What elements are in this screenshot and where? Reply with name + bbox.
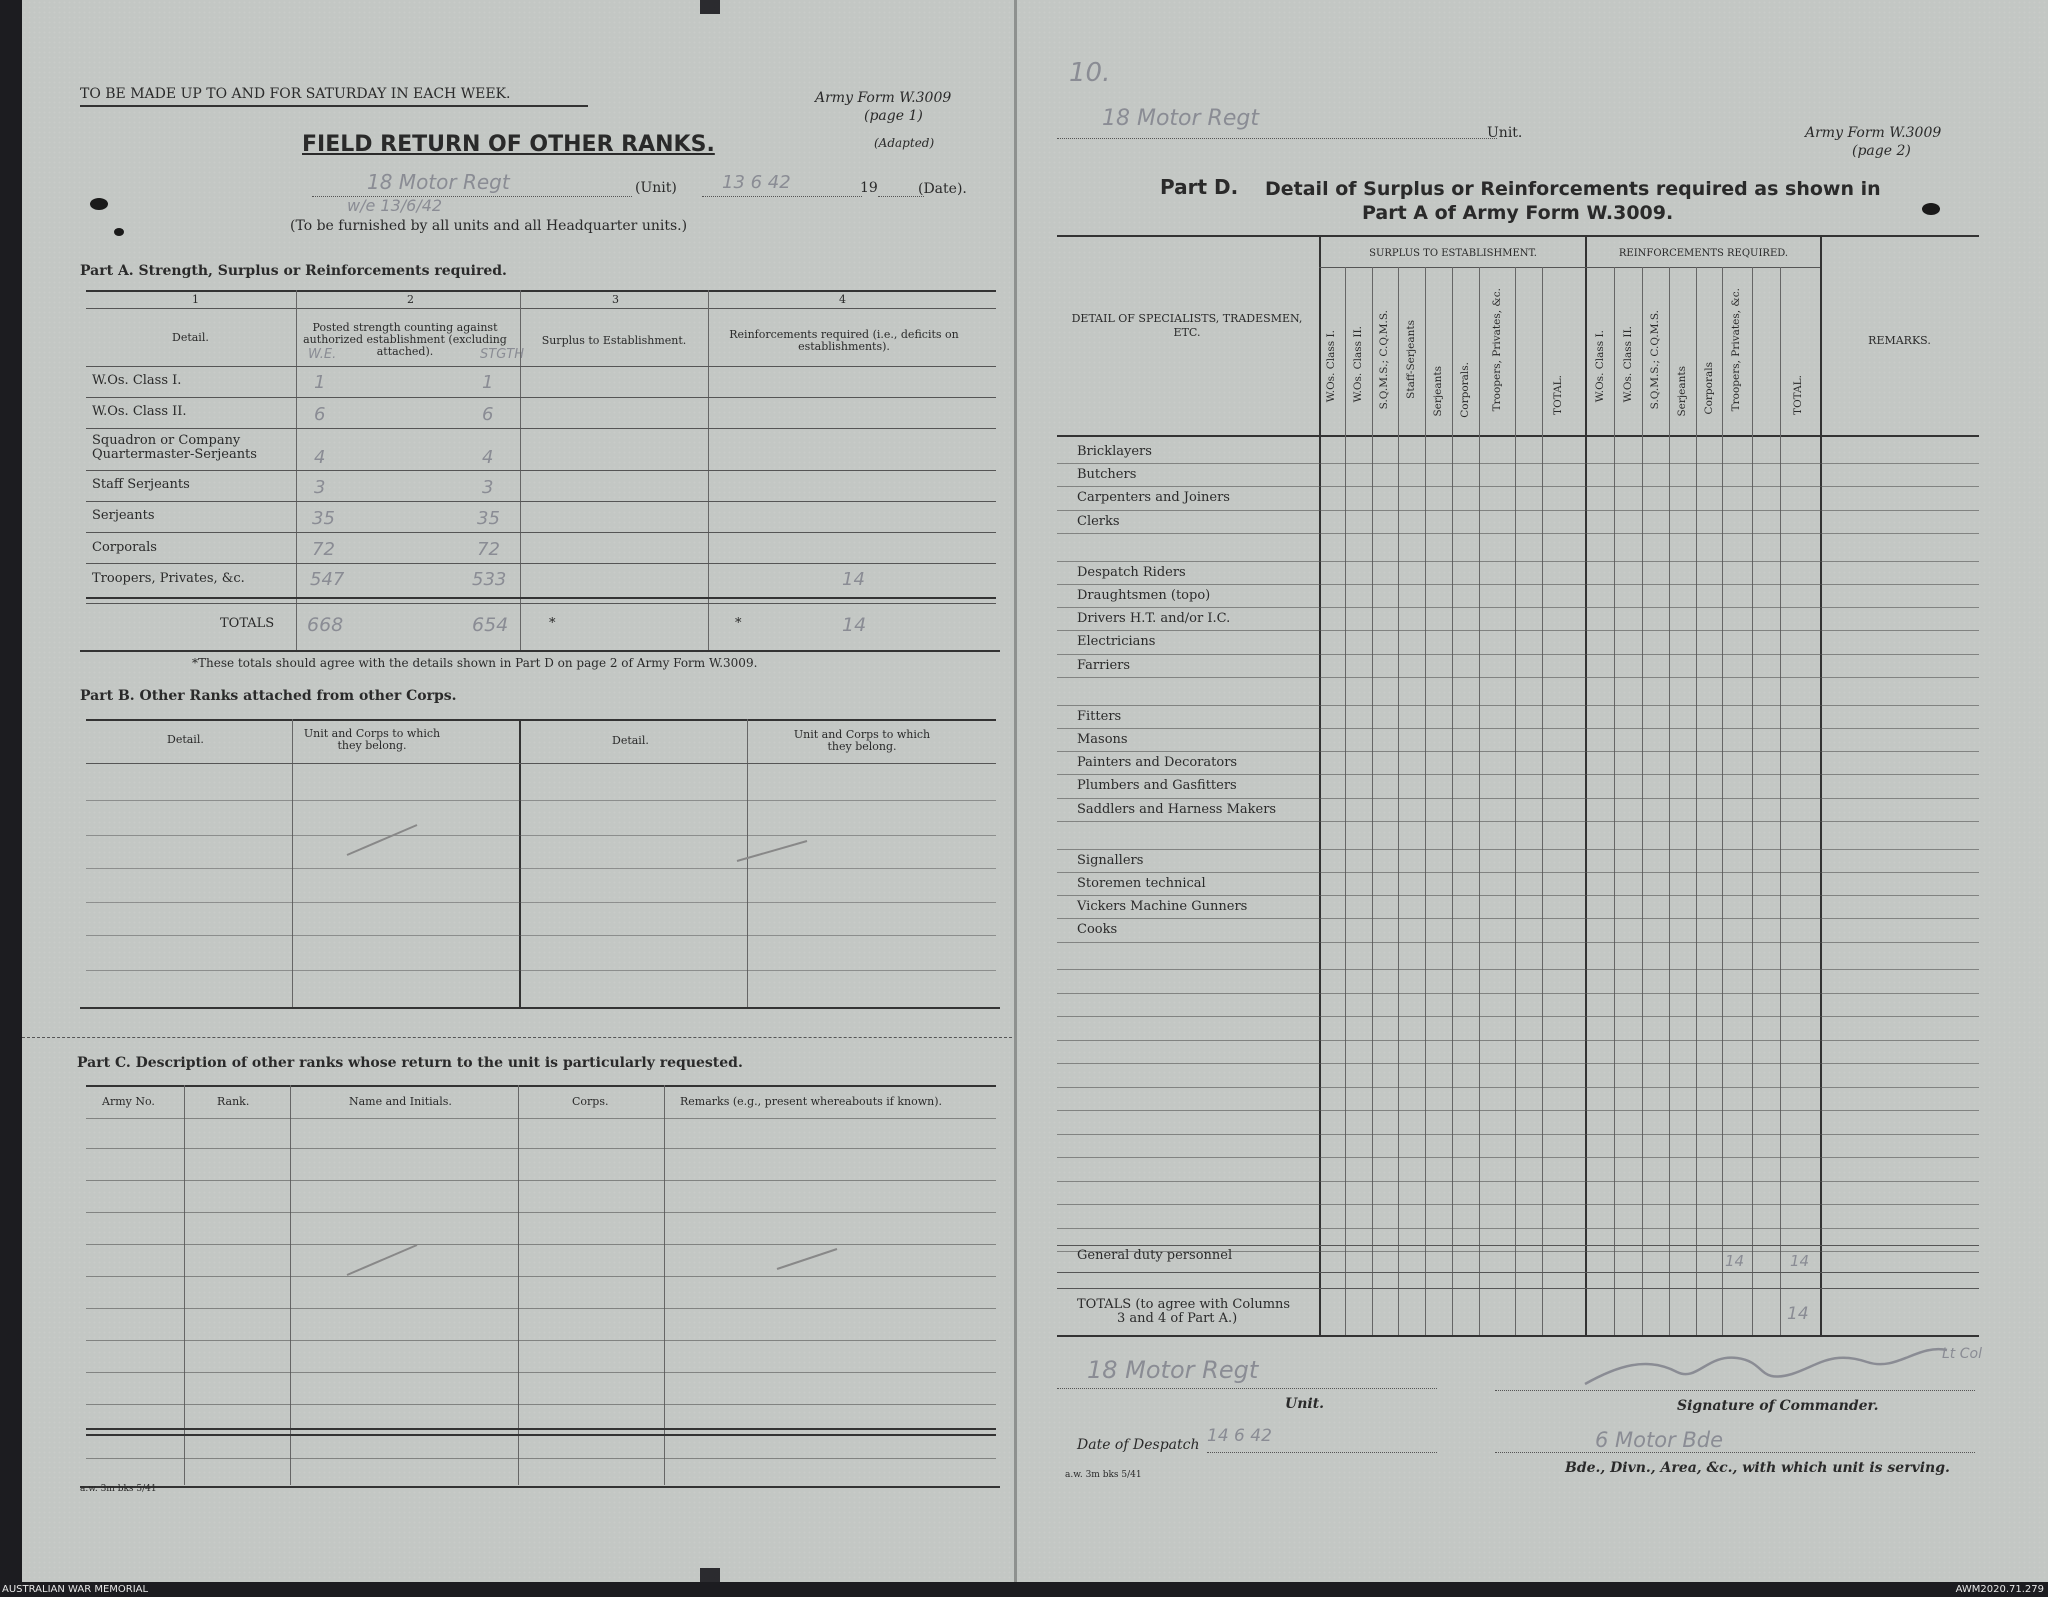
trade-label: Vickers Machine Gunners: [1077, 899, 1248, 915]
col-head-reinf: Reinforcements required (i.e., deficits on establishments).: [729, 328, 959, 353]
part-c-col-head: Rank.: [217, 1095, 250, 1108]
blank-row-rule: [1057, 1181, 1979, 1182]
trade-label: Painters and Decorators: [1077, 755, 1238, 771]
trade-row-rule: [1057, 774, 1979, 775]
part-c-heading: Part C. Description of other ranks whose return to the unit is particularly requested.: [77, 1055, 743, 1071]
blank-row-rule: [1057, 993, 1979, 994]
surplus-col-head: W.Os. Class II.: [1352, 326, 1364, 403]
row-label: Serjeants: [92, 508, 155, 523]
binding-tab: [700, 0, 720, 14]
form-page-1: [22, 0, 1017, 1582]
sub-head-we: W.E.: [308, 347, 337, 362]
reinf-col-head: Corporals: [1703, 362, 1715, 415]
blank-row-rule: [1057, 969, 1979, 970]
trade-row-rule: [1057, 705, 1979, 706]
punch-hole: [90, 198, 108, 210]
reinf-col-head: TOTAL.: [1792, 375, 1804, 415]
totals-value: 14: [1787, 1304, 1809, 1324]
despatch-label: Date of Despatch: [1077, 1437, 1200, 1453]
trade-row-rule: [1057, 895, 1979, 896]
blank-row-rule: [1057, 1134, 1979, 1135]
unit-label-bottom: Unit.: [1285, 1396, 1325, 1412]
row-stgth: 4: [482, 447, 494, 468]
signature-suffix: Lt Col: [1942, 1346, 1982, 1362]
row-label: W.Os. Class II.: [92, 404, 187, 419]
blank-row-rule: [1057, 1157, 1979, 1158]
part-d-heading-1: Detail of Surplus or Reinforcements required as shown in: [1265, 178, 1881, 200]
surplus-col-head: Staff-Serjeants: [1405, 320, 1417, 399]
row-stgth: 6: [482, 404, 494, 425]
part-d-heading-2: Part A of Army Form W.3009.: [1362, 202, 1674, 224]
trade-row-rule: [1057, 872, 1979, 873]
trade-row-rule: [1057, 677, 1979, 678]
part-a-note: *These totals should agree with the details shown in Part D on page 2 of Army Form W.3009.: [192, 656, 758, 670]
trade-label: Farriers: [1077, 657, 1131, 673]
totals-stgth: 654: [472, 614, 509, 636]
date-handwritten: 13 6 42: [722, 172, 791, 193]
trade-label: Fitters: [1077, 708, 1122, 724]
trade-label: Clerks: [1077, 513, 1120, 529]
form-subtitle: (To be furnished by all units and all Headquarter units.): [290, 218, 688, 234]
blank-row-rule: [1057, 1204, 1979, 1205]
trade-row-rule: [1057, 942, 1979, 943]
col-head-posted: Posted strength counting against authorized establishment (excluding attached).: [303, 321, 507, 358]
part-b-col-head: Detail.: [612, 734, 649, 747]
reinf-col-head: Serjeants: [1676, 366, 1688, 417]
trade-label: Masons: [1077, 732, 1128, 747]
row-we: 3: [314, 477, 326, 498]
row-we: 35: [312, 508, 335, 529]
part-b-heading: Part B. Other Ranks attached from other Corps.: [80, 688, 457, 704]
date-label: (Date).: [918, 181, 967, 197]
trade-label: Drivers H.T. and/or I.C.: [1077, 611, 1231, 627]
unit-label-top: Unit.: [1487, 125, 1523, 141]
surplus-col-head: TOTAL.: [1552, 375, 1564, 415]
trade-label: Despatch Riders: [1077, 564, 1186, 580]
remarks-col-head: REMARKS.: [1868, 334, 1931, 347]
part-c-col-head: Corps.: [572, 1095, 609, 1108]
part-c-col-head: Remarks (e.g., present whereabouts if known).: [680, 1095, 943, 1108]
totals-we: 668: [307, 614, 344, 636]
unit-handwritten-bottom: 18 Motor Regt: [1087, 1356, 1259, 1384]
punch-hole: [1922, 203, 1940, 215]
nil-stroke: [342, 820, 422, 860]
gdp-label: General duty personnel: [1077, 1248, 1233, 1263]
trade-row-rule: [1057, 486, 1979, 487]
surplus-col-head: S.Q.M.S.; C.Q.M.S.: [1378, 310, 1390, 410]
gdp-total: 14: [1790, 1252, 1810, 1270]
trade-label: Electricians: [1077, 634, 1156, 650]
surplus-col-head: Serjeants: [1432, 366, 1444, 417]
nil-stroke: [772, 1244, 842, 1274]
part-a-heading: Part A. Strength, Surplus or Reinforcements required.: [80, 263, 507, 279]
trade-label: Plumbers and Gasfitters: [1077, 778, 1237, 794]
form-title: FIELD RETURN OF OTHER RANKS.: [302, 132, 715, 157]
unit-handwritten-top: 18 Motor Regt: [1102, 106, 1259, 131]
row-we: 6: [314, 404, 326, 425]
commander-signature: [1577, 1336, 1957, 1392]
trade-label: Cooks: [1077, 922, 1118, 938]
despatch-date: 14 6 42: [1207, 1426, 1272, 1446]
part-b-col-head: Detail.: [167, 733, 204, 746]
unit-label: (Unit): [635, 180, 677, 196]
col-num-4: 4: [839, 293, 846, 306]
row-label: Troopers, Privates, &c.: [92, 571, 245, 586]
blank-row-rule: [1057, 1228, 1979, 1229]
trade-label: Storemen technical: [1077, 876, 1206, 891]
trade-row-rule: [1057, 821, 1979, 822]
archive-reference: AWM2020.71.279: [1955, 1584, 2044, 1595]
blank-row-rule: [1057, 1016, 1979, 1017]
corner-number: 10.: [1069, 58, 1111, 88]
totals-label: TOTALS: [220, 616, 275, 631]
trade-row-rule: [1057, 463, 1979, 464]
trade-label: Carpenters and Joiners: [1077, 490, 1230, 506]
totals-reinf: 14: [842, 614, 867, 636]
trade-row-rule: [1057, 561, 1979, 562]
year-prefix: 19: [860, 180, 878, 196]
row-stgth: 533: [472, 569, 507, 590]
trade-row-rule: [1057, 584, 1979, 585]
trade-row-rule: [1057, 630, 1979, 631]
date-line: [702, 196, 862, 197]
gdp-troopers: 14: [1725, 1252, 1745, 1270]
blank-row-rule: [1057, 1040, 1979, 1041]
row-we: 547: [310, 569, 345, 590]
row-we: 72: [312, 539, 335, 560]
sub-head-stgth: STGTH: [480, 347, 524, 362]
trade-row-rule: [1057, 751, 1979, 752]
reinf-col-head: Troopers, Privates, &c.: [1730, 288, 1742, 412]
brigade-handwritten: 6 Motor Bde: [1595, 1428, 1724, 1452]
row-label: W.Os. Class I.: [92, 373, 182, 388]
trade-label: Saddlers and Harness Makers: [1077, 801, 1277, 817]
page-label-p2: (page 2): [1852, 143, 1911, 159]
totals-asterisk: *: [549, 616, 556, 631]
trade-row-rule: [1057, 728, 1979, 729]
totals-label-2: 3 and 4 of Part A.): [1117, 1311, 1238, 1326]
col-head-detail: Detail.: [172, 331, 209, 344]
header-instruction: TO BE MADE UP TO AND FOR SATURDAY IN EACH WEEK.: [80, 86, 511, 102]
adapted-label: (Adapted): [874, 136, 935, 150]
col-head-surplus: Surplus to Establishment.: [541, 334, 687, 347]
trade-row-rule: [1057, 654, 1979, 655]
form-number: Army Form W.3009: [815, 90, 952, 106]
row-stgth: 3: [482, 477, 494, 498]
row-stgth: 72: [477, 539, 500, 560]
nil-stroke: [342, 1240, 422, 1280]
trade-label: Butchers: [1077, 467, 1137, 483]
row-we: 4: [314, 447, 326, 468]
nil-stroke: [732, 836, 812, 866]
reinf-group-head: REINFORCEMENTS REQUIRED.: [1618, 248, 1789, 259]
totals-asterisk: *: [735, 616, 742, 631]
totals-label-1: TOTALS (to agree with Columns: [1077, 1297, 1291, 1312]
trade-label: Bricklayers: [1077, 444, 1152, 459]
brigade-label: Bde., Divn., Area, &c., with which unit is serving.: [1565, 1460, 1950, 1476]
part-c-col-head: Army No.: [102, 1095, 155, 1108]
perforation-line: [22, 1037, 1017, 1038]
trade-row-rule: [1057, 533, 1979, 534]
print-code: a.w. 3m bks 5/41: [80, 1484, 157, 1494]
surplus-col-head: Troopers, Privates, &c.: [1491, 288, 1503, 412]
surplus-col-head: Corporals.: [1459, 362, 1471, 418]
reinf-col-head: W.Os. Class II.: [1622, 326, 1634, 403]
blank-row-rule: [1057, 1110, 1979, 1111]
week-ending-note: w/e 13/6/42: [347, 196, 443, 215]
trade-row-rule: [1057, 510, 1979, 511]
surplus-group-head: SURPLUS TO ESTABLISHMENT.: [1369, 248, 1537, 259]
part-b-col-head: Unit and Corps to which they belong.: [303, 727, 441, 752]
trade-label: Signallers: [1077, 852, 1144, 868]
col-num-1: 1: [192, 293, 199, 306]
row-label: Squadron or Company Quartermaster-Serjeants: [92, 433, 257, 462]
part-a-num-rule: [86, 308, 996, 309]
row-reinf: 14: [842, 569, 865, 590]
reinf-col-head: S.Q.M.S.; C.Q.M.S.: [1649, 310, 1661, 410]
page-label: (page 1): [864, 108, 923, 124]
binding-tab: [700, 1568, 720, 1582]
row-stgth: 1: [482, 372, 494, 393]
trade-label: Draughtsmen (topo): [1077, 588, 1211, 603]
trade-row-rule: [1057, 849, 1979, 850]
unit-handwritten: 18 Motor Regt: [367, 170, 510, 194]
trade-row-rule: [1057, 607, 1979, 608]
col-num-2: 2: [407, 293, 414, 306]
surplus-col-head: W.Os. Class I.: [1325, 330, 1337, 403]
punch-hole: [114, 228, 124, 236]
trade-row-rule: [1057, 798, 1979, 799]
col-num-3: 3: [612, 293, 619, 306]
form-number-p2: Army Form W.3009: [1805, 125, 1942, 141]
row-stgth: 35: [477, 508, 500, 529]
row-we: 1: [314, 372, 326, 393]
detail-col-head: DETAIL OF SPECIALISTS, TRADESMEN, ETC.: [1071, 312, 1303, 339]
part-d-label: Part D.: [1160, 175, 1239, 199]
header-underline: [80, 105, 588, 107]
print-code-p2: a.w. 3m bks 5/41: [1065, 1470, 1142, 1480]
signature-label: Signature of Commander.: [1677, 1398, 1879, 1414]
part-c-col-head: Name and Initials.: [349, 1095, 452, 1108]
part-b-col-head: Unit and Corps to which they belong.: [793, 728, 931, 753]
form-page-2: [1017, 0, 2048, 1582]
part-a-top-rule: [86, 290, 996, 292]
trade-row-rule: [1057, 918, 1979, 919]
row-label: Staff Serjeants: [92, 477, 190, 492]
blank-row-rule: [1057, 1063, 1979, 1064]
archive-credit: AUSTRALIAN WAR MEMORIAL: [2, 1584, 149, 1595]
reinf-col-head: W.Os. Class I.: [1594, 330, 1606, 403]
row-label: Corporals: [92, 540, 157, 555]
blank-row-rule: [1057, 1087, 1979, 1088]
